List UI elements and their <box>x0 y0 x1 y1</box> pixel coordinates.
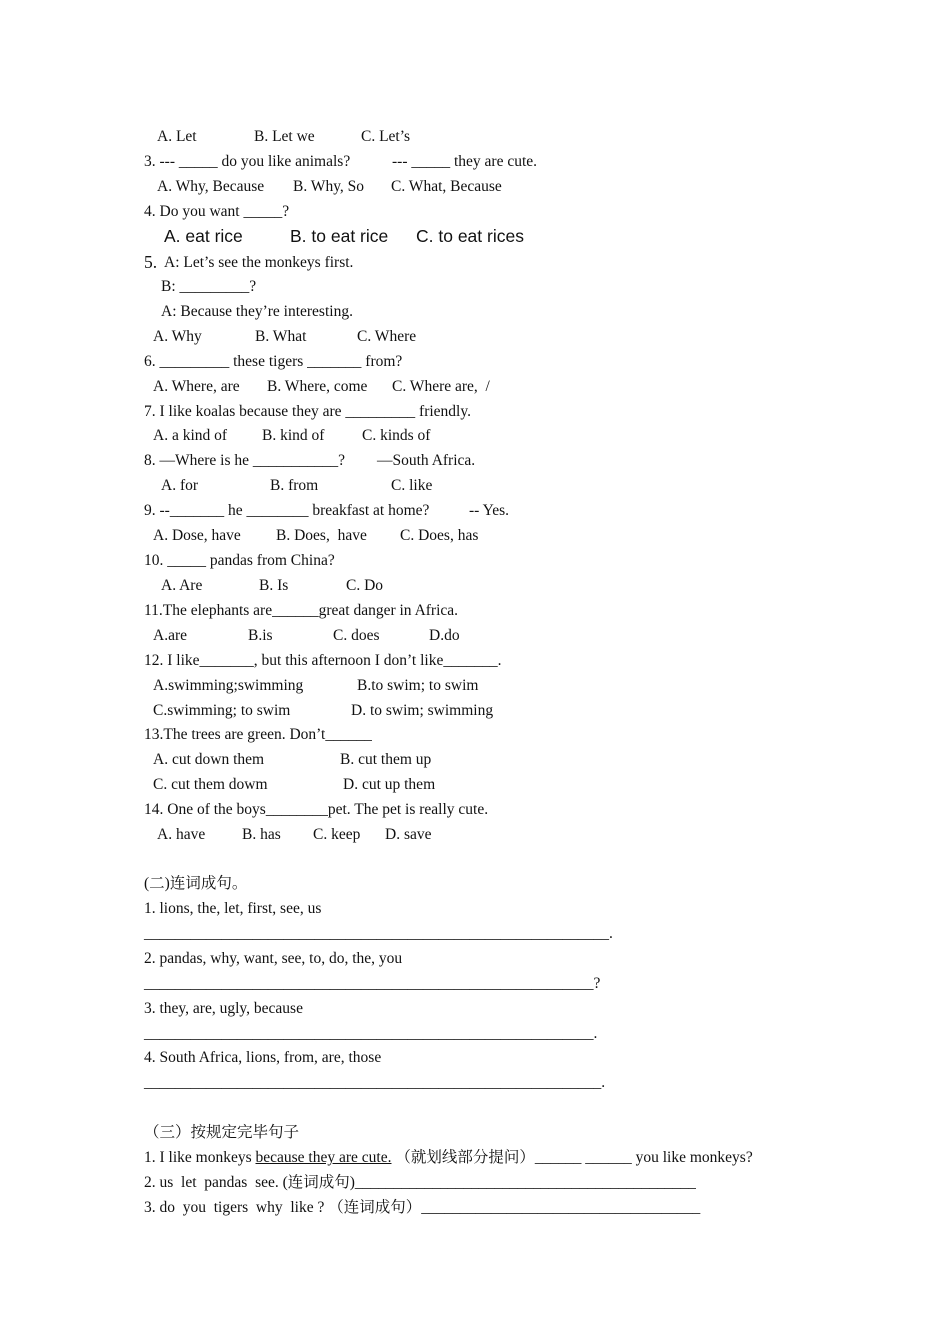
s2-item2-prompt: 2. pandas, why, want, see, to, do, the, you <box>144 950 403 967</box>
s2-item4-prompt: 4. South Africa, lions, from, are, those <box>144 1049 382 1066</box>
q8-option-c: C. like <box>391 477 433 494</box>
q11-option-b: B.is <box>248 627 273 644</box>
q7-option-b: B. kind of <box>262 427 325 444</box>
q10-question: 10. _____ pandas from China? <box>144 552 335 569</box>
q9-question: 9. --_______ he ________ breakfast at home? <box>144 502 430 519</box>
s2-item2-answer-line: __________________________________________________________? <box>144 975 601 992</box>
q12-question: 12. I like_______, but this afternoon I don’t like_______. <box>144 652 502 669</box>
s2-item4-answer-line: ___________________________________________________________. <box>144 1074 606 1091</box>
q8-question: 8. —Where is he ___________? <box>144 452 346 469</box>
q4-option-c: C. to eat rices <box>416 226 524 246</box>
section3-title: （三）按规定完毕句子 <box>144 1124 300 1141</box>
q12-option-a: A.swimming;swimming <box>153 677 304 694</box>
q6-option-a: A. Where, are <box>153 378 240 395</box>
q13-option-a: A. cut down them <box>153 751 265 768</box>
q4-option-b: B. to eat rice <box>290 226 389 246</box>
q6-option-c: C. Where are, / <box>392 378 490 395</box>
q5-line-a: A: Let’s see the monkeys first. <box>164 254 354 271</box>
s3-item1-prefix: 1. I like monkeys <box>144 1149 256 1166</box>
q14-question: 14. One of the boys________pet. The pet is really cute. <box>144 801 489 818</box>
q3-option-a: A. Why, Because <box>157 178 265 195</box>
q2-option-a: A. Let <box>157 128 197 145</box>
q5-line-b: B: _________? <box>161 278 257 295</box>
q3-question: 3. --- _____ do you like animals? <box>144 153 351 170</box>
q12-option-d: D. to swim; swimming <box>351 702 494 719</box>
q7-option-a: A. a kind of <box>153 427 228 444</box>
q13-option-c: C. cut them dowm <box>153 776 268 793</box>
s2-item3-prompt: 3. they, are, ugly, because <box>144 1000 303 1017</box>
q2-option-b: B. Let we <box>254 128 315 145</box>
q9-reply: -- Yes. <box>469 502 510 519</box>
q14-option-c: C. keep <box>313 826 361 843</box>
q13-question: 13.The trees are green. Don’t______ <box>144 726 372 743</box>
s2-item3-answer-line: __________________________________________________________. <box>144 1025 598 1042</box>
q8-reply: —South Africa. <box>377 452 476 469</box>
q5-number: 5. <box>144 252 158 272</box>
q5-option-c: C. Where <box>357 328 417 345</box>
section2-title: (二)连词成句。 <box>144 875 248 892</box>
q14-option-d: D. save <box>385 826 432 843</box>
s3-item1-suffix: （就划线部分提问）______ ______ you like monkeys? <box>391 1149 753 1166</box>
q9-option-c: C. Does, has <box>400 527 479 544</box>
q14-option-b: B. has <box>242 826 281 843</box>
q11-option-d: D.do <box>429 627 460 644</box>
q7-option-c: C. kinds of <box>362 427 431 444</box>
s3-item3: 3. do you tigers why like ? （连词成句）____________________________________ <box>144 1199 701 1216</box>
s3-item1 <box>144 1148 753 1168</box>
q3-option-c: C. What, Because <box>391 178 502 195</box>
s3-item2: 2. us let pandas see. (连词成句)____________________________________________ <box>144 1174 696 1191</box>
q3-option-b: B. Why, So <box>293 178 365 195</box>
s2-item1-prompt: 1. lions, the, let, first, see, us <box>144 900 322 917</box>
s3-item1-underlined: because they are cute. <box>255 1149 392 1166</box>
q14-option-a: A. have <box>157 826 206 843</box>
s2-item1-answer-line: ____________________________________________________________. <box>144 925 613 942</box>
q6-option-b: B. Where, come <box>267 378 368 395</box>
q8-option-a: A. for <box>161 477 199 494</box>
q6-question: 6. _________ these tigers _______ from? <box>144 353 403 370</box>
q11-option-c: C. does <box>333 627 380 644</box>
q10-option-a: A. Are <box>161 577 203 594</box>
q9-option-b: B. Does, have <box>276 527 367 544</box>
q2-option-c: C. Let’s <box>361 128 411 145</box>
q12-option-c: C.swimming; to swim <box>153 702 291 719</box>
q4-question: 4. Do you want _____? <box>144 203 290 220</box>
q3-reply: --- _____ they are cute. <box>392 153 538 170</box>
q13-option-d: D. cut up them <box>343 776 436 793</box>
q5-option-a: A. Why <box>153 328 202 345</box>
q5-line-a2: A: Because they’re interesting. <box>161 303 353 320</box>
q9-option-a: A. Dose, have <box>153 527 241 544</box>
q5-option-b: B. What <box>255 328 307 345</box>
q12-option-b: B.to swim; to swim <box>357 677 479 694</box>
q10-option-c: C. Do <box>346 577 384 594</box>
q7-question: 7. I like koalas because they are _________ friendly. <box>144 403 471 420</box>
q4-option-a: A. eat rice <box>164 226 243 246</box>
q8-option-b: B. from <box>270 477 319 494</box>
q11-option-a: A.are <box>153 627 187 644</box>
q10-option-b: B. Is <box>259 577 289 594</box>
q13-option-b: B. cut them up <box>340 751 432 768</box>
q11-question: 11.The elephants are______great danger in Africa. <box>144 602 459 619</box>
